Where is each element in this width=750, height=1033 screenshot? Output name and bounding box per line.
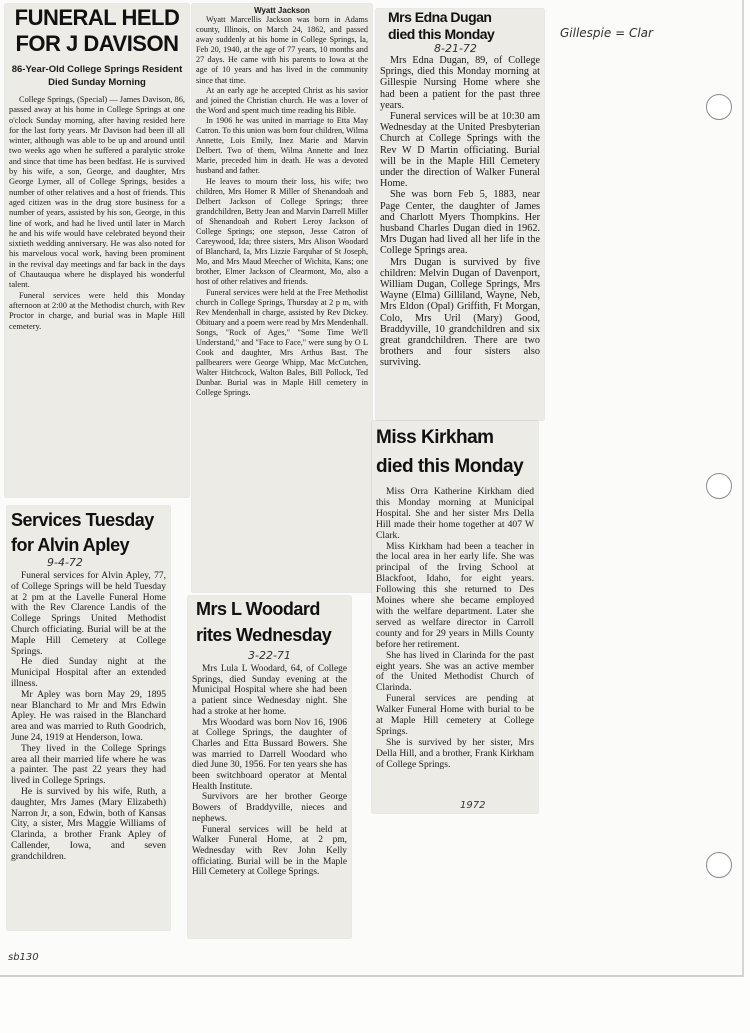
- davison-headline: FUNERAL HELD FOR J DAVISON: [14, 5, 180, 56]
- woodard-body: [192, 664, 347, 878]
- apley-body: [11, 571, 166, 863]
- jackson-byline: Wyatt Jackson: [254, 6, 310, 15]
- woodard-paragraph: Survivors are her brother George Bowers of Braddyville, nieces and nephews.: [192, 792, 347, 824]
- jackson-body: [196, 15, 368, 399]
- clipping-davison: [5, 4, 189, 497]
- kirkham-year: 1972: [460, 800, 486, 811]
- binder-hole-top: [706, 94, 732, 120]
- binder-hole-middle: [706, 473, 732, 499]
- clipping-woodard: [188, 596, 351, 938]
- apley-paragraph: Mr Apley was born May 29, 1895 near Blanchard to Mr and Mrs Edwin Apley. He was raised in the Blanchard area and was married to Ruth Goodrich, June 24, 1919 at Henderson, Iowa.: [11, 689, 166, 743]
- jackson-paragraph: Wyatt Marcellis Jackson was born in Adams county, Illinois, on March 24, 1862, and passed away suddenly at his home in College Springs, Ia, Feb 20, 1940, at the age of 77 years, 10 months and 27 days. He came with his parents to Iowa at the age of 10 years and has lived in the community since that time.: [196, 15, 368, 85]
- apley-paragraph: Funeral services for Alvin Apley, 77, of College Springs will be held Tuesday at 2 pm at the Lavelle Funeral Home with the Rev Clarence Landis of the College Springs United Methodist Church officiating. Burial will be at the Maple Hill Cemetery at College Springs.: [11, 571, 166, 657]
- woodard-paragraph: Mrs Lula L Woodard, 64, of College Springs, died Sunday evening at the Municipal Hospital where she had been a patient since Wednesday night. She had a stroke at her home.: [192, 664, 347, 717]
- jackson-paragraph: He leaves to mourn their loss, his wife; two children, Mrs Homer R Miller of Shenandoah and Delbert Jackson of College Springs; three grandchildren, Betty Jean and Marvin Darrell Miller of Shenandoah and Robert Leroy Jackson of College Springs; one stepson, Jesse Catron of Careywood, Ida; three sisters, Mrs Alison Woodard of Blanchard, Ia, Mrs Lizzie Farquhar of St Joseph, Mo, and Mrs Maud Meecher of Wichita, Kans; one brother, Elmer Jackson of Clearmont, Mo, also a host of other relatives and friends.: [196, 176, 368, 287]
- binder-hole-bottom: [706, 852, 732, 878]
- kirkham-paragraph: She has lived in Clarinda for the past eight years. She was an active member of the United Methodist Church of Clarinda.: [376, 649, 534, 694]
- jackson-paragraph: In 1906 he was united in marriage to Etta May Catron. To this union was born four children, Wilma Annette, Lois Emily, Inez Marie and Marvin Delbert. Two of them, Wilma Annette and Inez Marie, preceded him in death. He was a devoted husband and father.: [196, 115, 368, 176]
- kirkham-paragraph: Funeral services are pending at Walker Funeral Home with burial to be at Maple Hill cemetery at College Springs.: [376, 693, 534, 737]
- apley-paragraph: They lived in the College Springs area all their married life where he was a painter. The past 22 years they had lived in College Springs.: [11, 743, 166, 787]
- davison-paragraph: College Springs, (Special) — James Davison, 86, passed away at his home in College Springs at one o'clock Sunday morning, after having resided here for the last forty years. Mr Davison had been ill all winter, although was able to be up and around until two weeks ago when he suffered a paralytic stroke and since that time has been bedfast. He is survived by his wife, a son, George, and daughter, Mrs George Lymer, all of College Springs, besides a number of other relatives and a host of friends. This aged citizen was in the drug store business for a number of years, assisted by his son, George, in this line of work, and had he lived until later in March he and his wife would have celebrated beyond their sixtieth wedding anniversary. He was also noted for his marvelous vocal work, having been prominent in the revival day meetings and far back in the days of Chautauqua where he displayed his wonderful talent.: [9, 95, 185, 290]
- kirkham-paragraph: Miss Orra Katherine Kirkham died this Monday morning at Municipal Hospital. She and her sister Mrs Della Hill made their home together at 407 W Clark.: [376, 486, 534, 541]
- dugan-paragraph: She was born Feb 5, 1883, near Page Center, the daughter of James and Charlott Myers Thompkins. Her husband Charles Dugan died in 1962. Mrs Dugan had lived all her life in the College Springs area.: [380, 189, 540, 257]
- dugan-headline: Mrs Edna Dugan died this Monday: [388, 9, 495, 42]
- kirkham-paragraph: Miss Kirkham had been a teacher in the local area in her early life. She was principal of the Irving School at Blackfoot, Idaho, for eight years. Following this she returned to Des Moines where she became employed with the welfare department. Later she served as welfare director in Carroll county and for 29 years in Mills County before her retirement.: [376, 540, 534, 650]
- kirkham-paragraph: She is survived by her sister, Mrs Della Hill, and a brother, Frank Kirkham of College Springs.: [376, 736, 534, 770]
- gillespie-annotation: Gillespie = Clar: [560, 26, 653, 40]
- page-code: sb130: [8, 952, 39, 963]
- dugan-paragraph: Funeral services will be at 10:30 am Wednesday at the United Presbyterian Church at College Springs with the Rev W D Martin officiating. Burial will be in the Maple Hill Cemetery under the direction of Walker Funeral Home.: [380, 111, 540, 190]
- apley-date: 9-4-72: [47, 556, 83, 569]
- woodard-paragraph: Mrs Woodard was born Nov 16, 1906 at College Springs, the daughter of Charles and Etta Bussard Bowers. She was married to Darrell Woodard who died June 30, 1956. For ten years she has been switchboard operator at Mental Health Institute.: [192, 717, 347, 792]
- apley-headline: Services Tuesday for Alvin Apley: [11, 510, 154, 555]
- apley-paragraph: He is survived by his wife, Ruth, a daughter, Mrs James (Mary Elizabeth) Narron Jr, a son, Edwin, both of Kansas City, a sister, Mrs Maggie Williams of Clarinda, a brother Frank Apley of Callender, Iowa, and seven grandchildren.: [11, 786, 166, 862]
- jackson-paragraph: Funeral services were held at the Free Methodist church in College Springs, Thursday at 2 p m, with Rev Mendenhall in charge, assisted by Rev Dickey. Obituary and a poem were read by Mrs Mendenhall. Songs, "Rock of Ages," "Some Time We'll Understand," and "Face to Face," were sung by O L Cook and daughter, Mrs Arthus Bast. The pallbearers were George Whipp, Mac McCutchen, Walter Hitchcock, Walton Bales, Bill Pollock, Ted Dunbar. Burial was in Maple Hill cemetery in College Springs.: [196, 287, 368, 398]
- dugan-paragraph: Mrs Edna Dugan, 89, of College Springs, died this Monday morning at Gillespie Nursing Home where she had been a patient for the past three years.: [380, 55, 540, 111]
- dugan-date: 8-21-72: [434, 42, 477, 55]
- woodard-paragraph: Funeral services will be held at Walker Funeral Home, at 2 pm, Wednesday with Rev John Kelly officiating. Burial will be in the Maple Hill Cemetery at College Springs.: [192, 824, 347, 878]
- kirkham-body: [376, 487, 534, 771]
- davison-paragraph: Funeral services were held this Monday afternoon at 2:00 at the Methodist church, with Rev Proctor in charge, and burial was in Maple Hill cemetery.: [9, 290, 185, 331]
- davison-body: [9, 95, 185, 332]
- clipping-dugan: [376, 9, 544, 420]
- clipping-kirkham: [372, 421, 538, 813]
- woodard-date: 3-22-71: [248, 649, 291, 662]
- clipping-apley: [7, 506, 170, 930]
- apley-paragraph: He died Sunday night at the Municipal Hospital after an extended illness.: [11, 657, 166, 689]
- dugan-body: [380, 55, 540, 369]
- davison-subhead: 86-Year-Old College Springs Resident Died Sunday Morning: [11, 64, 183, 88]
- jackson-paragraph: At an early age he accepted Christ as his savior and joined the Christian church. He was a lover of the Word and spent much time reading his Bible.: [196, 85, 368, 115]
- kirkham-headline: Miss Kirkham died this Monday: [376, 427, 524, 477]
- clipping-jackson: [192, 4, 372, 592]
- dugan-paragraph: Mrs Dugan is survived by five children: Melvin Dugan of Davenport, William Dugan, College Springs, Mrs Wayne (Elma) Gilliland, Wayne, Neb, Mrs Eldon (Opal) Griffith, Ft Morgan, Colo, Mrs Uril (Mary) Good, Braddyville, 10 grandchildren and six great grandchildren. There are two brothers and four sisters also surviving.: [380, 256, 540, 369]
- woodard-headline: Mrs L Woodard rites Wednesday: [196, 599, 332, 645]
